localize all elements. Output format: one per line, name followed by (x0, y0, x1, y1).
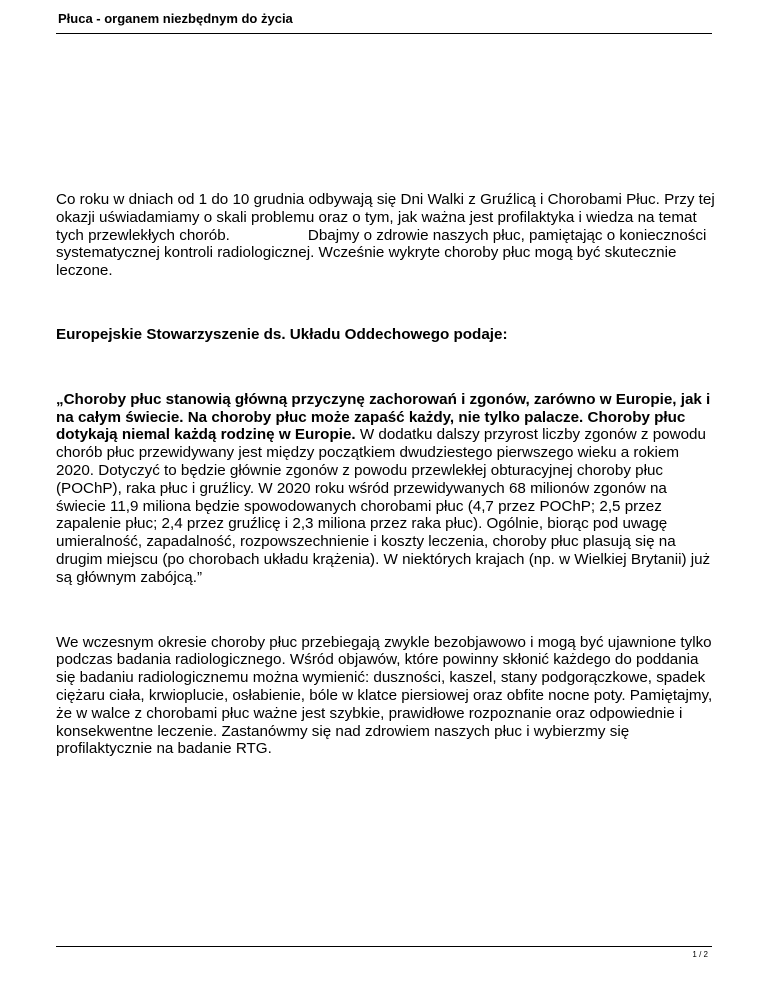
quote-bold-text: „Choroby płuc stanowią główną przyczynę zachorowań i zgonów, zarówno w Europie, jak i na całym świecie. Na choroby płuc może zapaść każdy, nie tylko palacze. Choroby płuc dotykają niemal każdą rodzinę w Europie. (56, 390, 711, 444)
quote-regular-text: W dodatku dalszy przyrost liczby zgonów z powodu chorób płuc przewidywany jest między początkiem dwudziestego pierwszego wieku a rokiem 2020. Dotyczyć to będzie głównie zgonów z powodu przewlekłej obturacyjnej choroby płuc (POChP), raka płuc i gruźlicy. W 2020 roku wśród przewidywanych 68 milionów zgonów na świecie 11,9 miliona będzie spowodowanych chorobami płuc (4,7 przez POChP; 2,5 przez zapalenie płuc; 2,4 przez gruźlicę i 2,3 miliona przez raka płuc). Ogólnie, biorąc pod uwagę umieralność, zapadalność, rozpowszechnienie i koszty leczenia, choroby płuc plasują się na drugim miejscu (po chorobach układu krążenia). W niektórych krajach (np. w Wielkiej Brytanii) już są głównym zabójcą.” (56, 426, 711, 586)
article-body (56, 191, 716, 758)
intro-text-part2: Dbajmy o zdrowie naszych płuc, pamiętając o konieczności systematycznej kontroli radiologicznej. Wcześnie wykryte choroby płuc mogą być skutecznie leczone. (56, 226, 707, 280)
page-number: 1 / 2 (692, 950, 708, 959)
document-title: Płuca - organem niezbędnym do życia (58, 11, 293, 26)
intro-text-part1: Co roku w dniach od 1 do 10 grudnia odbywają się Dni Walki z Gruźlicą i Chorobami Płuc. Przy tej okazji uświadamiamy o skali problemu oraz o tym, jak ważna jest profilaktyka i wiedza na temat tych przewlekłych chorób. (56, 191, 715, 244)
closing-paragraph: We wczesnym okresie choroby płuc przebiegają zwykle bezobjawowo i mogą być ujawnione tylko podczas badania radiologicznego. Wśród objawów, które powinny skłonić każdego do poddania się badaniu radiologicznemu można wymienić: duszności, kaszel, stany podgorączkowe, spadek ciężaru ciała, krwioplucie, osłabienie, bóle w klatce piersiowej oraz obfite nocne poty. Pamiętajmy, że w walce z chorobami płuc ważne jest szybkie, prawidłowe rozpoznanie oraz odpowiednie i konsekwentne leczenie. Zastanówmy się nad zdrowiem naszych płuc i wybierzmy się profilaktycznie na badanie RTG. (56, 633, 713, 758)
intro-paragraph (56, 191, 716, 280)
quote-paragraph (56, 391, 716, 587)
footer-divider (56, 946, 712, 947)
section-heading: Europejskie Stowarzyszenie ds. Układu Oddechowego podaje: (56, 325, 508, 343)
header-divider (56, 33, 712, 34)
